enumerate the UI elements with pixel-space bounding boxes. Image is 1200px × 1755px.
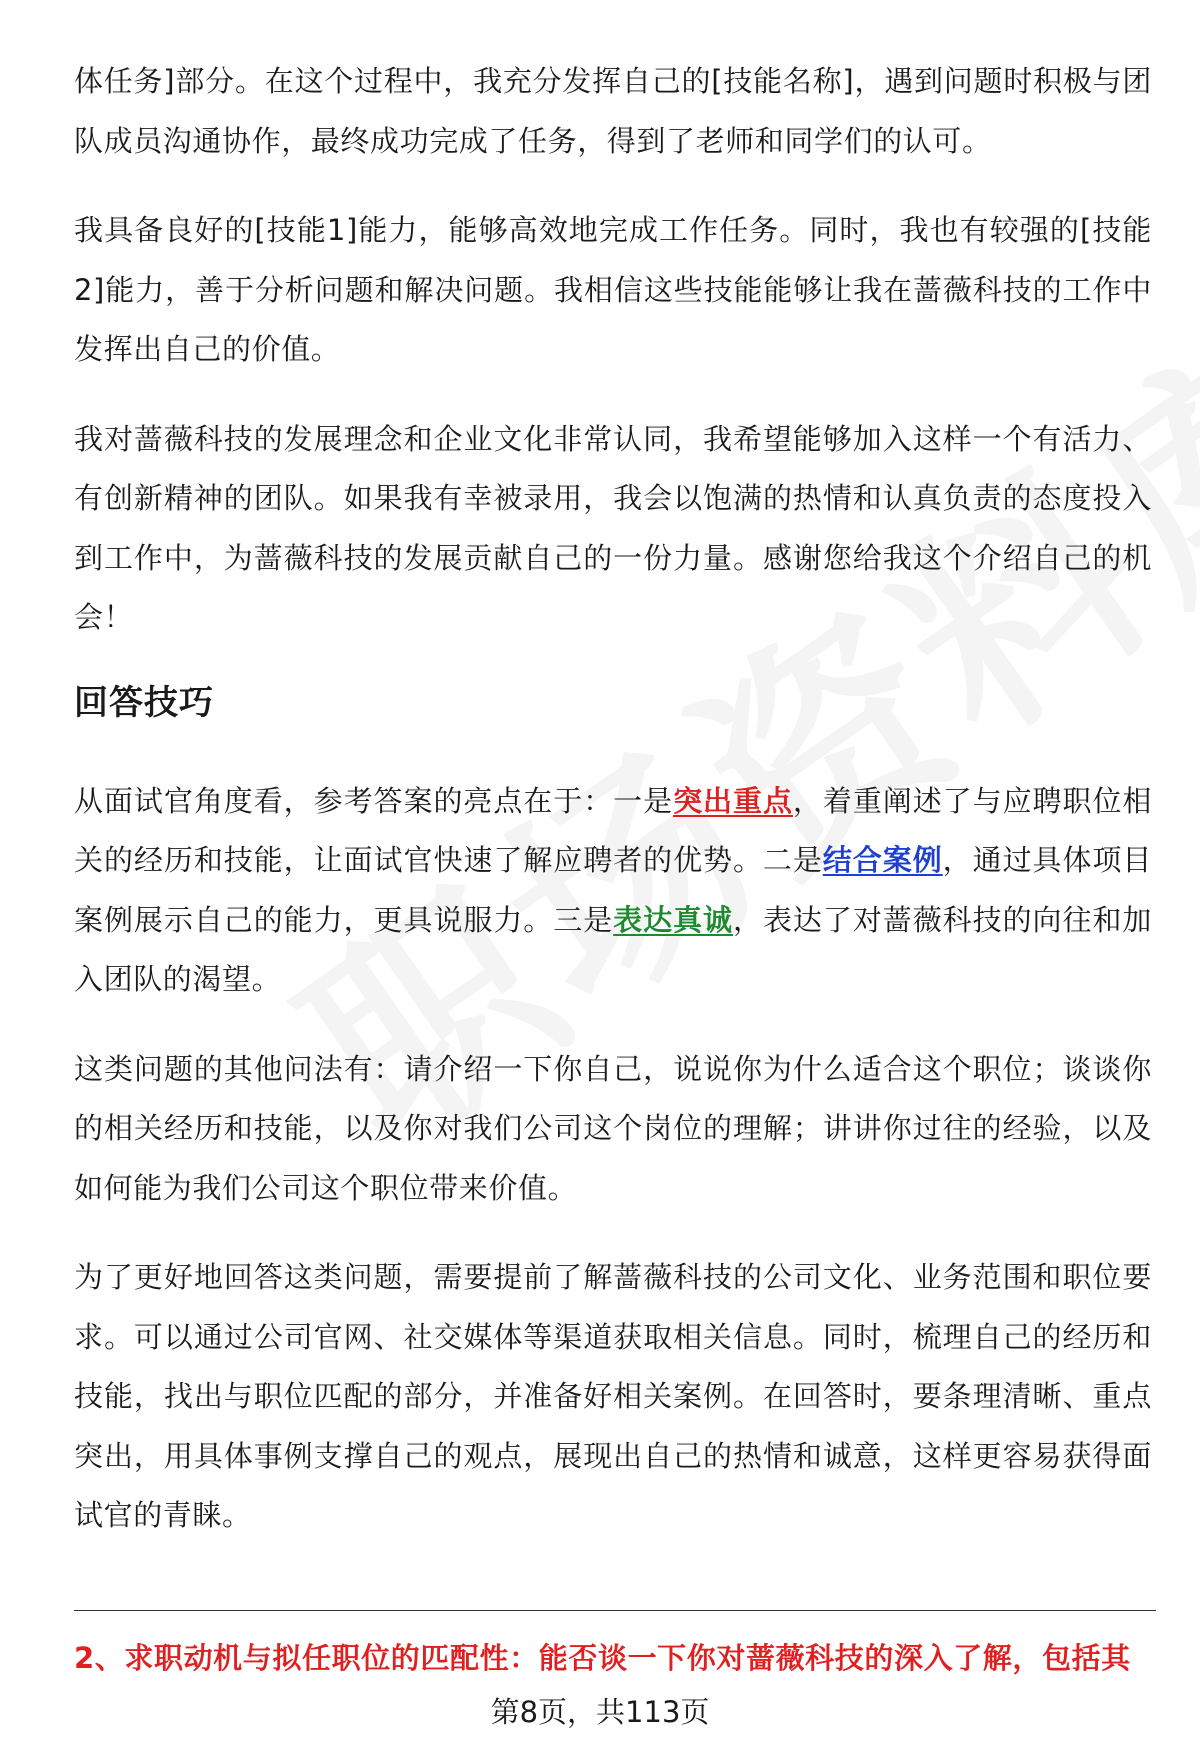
paragraph-highlights [74,772,1152,1010]
next-question-title: 2、求职动机与拟任职位的匹配性：能否谈一下你对蔷薇科技的深入了解，包括其 [74,1641,1131,1675]
highlights-text-a: 从面试官角度看，参考答案的亮点在于：一是 [74,783,674,818]
section-heading-answer-tips: 回答技巧 [74,682,214,723]
divider [74,1610,1156,1611]
highlight-key-point: 突出重点 [673,783,793,818]
highlights-text-d: ，表达了对蔷薇科技的向往和加入团队的渴望。 [74,902,1152,996]
document-body [74,52,1152,1576]
highlights-text-c: ，通过具体项目案例展示自己的能力，更具说服力。三是 [74,843,1152,937]
paragraph-preparation: 为了更好地回答这类问题，需要提前了解蔷薇科技的公司文化、业务范围和职位要求。可以通过公司官网、社交媒体等渠道获取相关信息。同时，梳理自己的经历和技能，找出与职位匹配的部分，并准备好相关案例。在回答时，要条理清晰、重点突出，用具体事例支撑自己的观点，展现出自己的热情和诚意，这样更容易获得面试官的青睐。 [74,1260,1152,1532]
page-number: 第8页，共113页 [490,1695,710,1729]
paragraph-skills: 我具备良好的[技能1]能力，能够高效地完成工作任务。同时，我也有较强的[技能2]能力，善于分析问题和解决问题。我相信这些技能能够让我在蔷薇科技的工作中发挥出自己的价值。 [74,213,1152,366]
paragraph-other-questions: 这类问题的其他问法有：请介绍一下你自己，说说你为什么适合这个职位；谈谈你的相关经历和技能，以及你对我们公司这个岗位的理解；讲讲你过往的经验，以及如何能为我们公司这个职位带来价值。 [74,1051,1152,1205]
paragraph-motivation: 我对蔷薇科技的发展理念和企业文化非常认同，我希望能够加入这样一个有活力、有创新精神的团队。如果我有幸被录用，我会以饱满的热情和认真负责的态度投入到工作中，为蔷薇科技的发展贡献自己的一份力量。感谢您给我这个介绍自己的机会！ [74,421,1152,634]
highlight-sincere: 表达真诚 [613,902,733,937]
highlight-case: 结合案例 [822,843,943,877]
highlights-text-b: ，着重阐述了与应聘职位相关的经历和技能，让面试官快速了解应聘者的优势。二是 [74,783,1152,877]
paragraph-experience: 体任务]部分。在这个过程中，我充分发挥自己的[技能名称]，遇到问题时积极与团队成员沟通协作，最终成功完成了任务，得到了老师和同学们的认可。 [74,64,1152,158]
